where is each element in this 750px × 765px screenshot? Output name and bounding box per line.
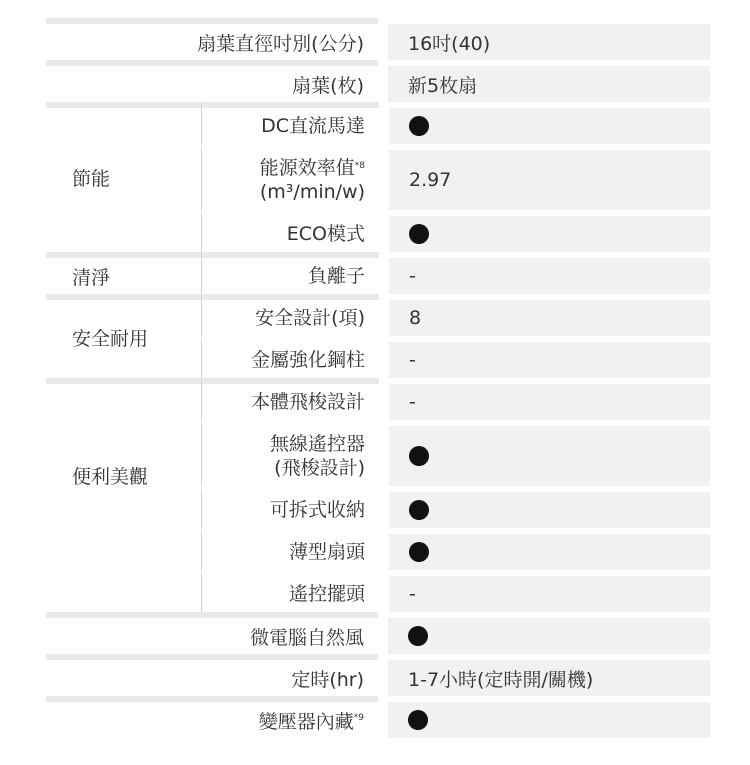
filled-circle-icon [408, 626, 428, 646]
filled-circle-icon [409, 500, 429, 520]
spec-label: 可拆式收納 [202, 486, 379, 528]
spec-value [388, 696, 710, 738]
spec-value: - [389, 570, 710, 612]
spec-label: 安全設計(項) [202, 294, 379, 336]
spec-value: - [389, 378, 710, 420]
spec-value: - [389, 252, 710, 294]
filled-circle-icon [409, 116, 429, 136]
footnote-mark: *9 [353, 713, 364, 723]
spec-group-energy [46, 102, 710, 252]
spec-label-line: (飛梭設計) [274, 457, 365, 479]
spec-label: 金屬強化鋼柱 [202, 336, 379, 378]
spec-group-safety [46, 294, 710, 378]
category-label: 節能 [72, 168, 111, 190]
spec-label: 定時(hr) [46, 654, 378, 696]
spec-label: 扇葉(枚) [46, 60, 378, 102]
spec-label: ECO模式 [202, 210, 379, 252]
spec-row-fan-diameter [46, 18, 710, 60]
spec-label: 本體飛梭設計 [202, 378, 379, 420]
spec-value: 新5枚扇 [388, 60, 710, 102]
spec-label: 扇葉直徑吋別(公分) [46, 18, 378, 60]
filled-circle-icon [408, 710, 428, 730]
spec-row-natural-wind [46, 612, 710, 654]
spec-value: 16吋(40) [388, 18, 710, 60]
spec-label-line: 無線遙控器 [269, 433, 365, 455]
spec-row-dc-motor [46, 102, 710, 144]
spec-group-clean [46, 252, 710, 294]
spec-value [389, 102, 710, 144]
category-label: 便利美觀 [72, 466, 149, 488]
spec-value: 1-7小時(定時開/關機) [388, 654, 710, 696]
spec-label-line: 能源效率值$^{*8}$ [259, 157, 365, 179]
spec-row-anion [46, 252, 710, 294]
category-label: 清淨 [72, 267, 111, 289]
category-label: 安全耐用 [72, 328, 149, 350]
footnote-mark: *8 [354, 161, 365, 171]
spec-label: 負離子 [202, 252, 379, 294]
filled-circle-icon [409, 542, 429, 562]
spec-label: 遙控擺頭 [202, 570, 379, 612]
spec-row-transformer [46, 696, 710, 738]
spec-value [389, 486, 710, 528]
spec-row-shuttle [46, 378, 710, 420]
spec-row-blades [46, 60, 710, 102]
spec-value [388, 612, 710, 654]
spec-row-eco [46, 210, 710, 252]
spec-row-remote-swing [46, 570, 710, 612]
filled-circle-icon [409, 224, 429, 244]
filled-circle-icon [409, 446, 429, 466]
spec-label-line: (m³/min/w) [259, 181, 365, 203]
spec-label: 變壓器內藏 $^{*9}$ [46, 696, 378, 738]
spec-label: 薄型扇頭 [202, 528, 379, 570]
spec-row-thin-head [46, 528, 710, 570]
spec-value [389, 210, 710, 252]
spec-value: 8 [389, 294, 710, 336]
spec-row-efficiency [46, 144, 710, 210]
spec-label: 微電腦自然風 [46, 612, 378, 654]
spec-value [389, 528, 710, 570]
spec-value: 2.97 [389, 144, 710, 210]
spec-group-convenience [46, 378, 710, 612]
spec-row-timer [46, 654, 710, 696]
spec-row-storage [46, 486, 710, 528]
spec-value: - [389, 336, 710, 378]
spec-value [389, 420, 710, 486]
spec-table [46, 18, 710, 738]
spec-label: DC直流馬達 [202, 102, 379, 144]
